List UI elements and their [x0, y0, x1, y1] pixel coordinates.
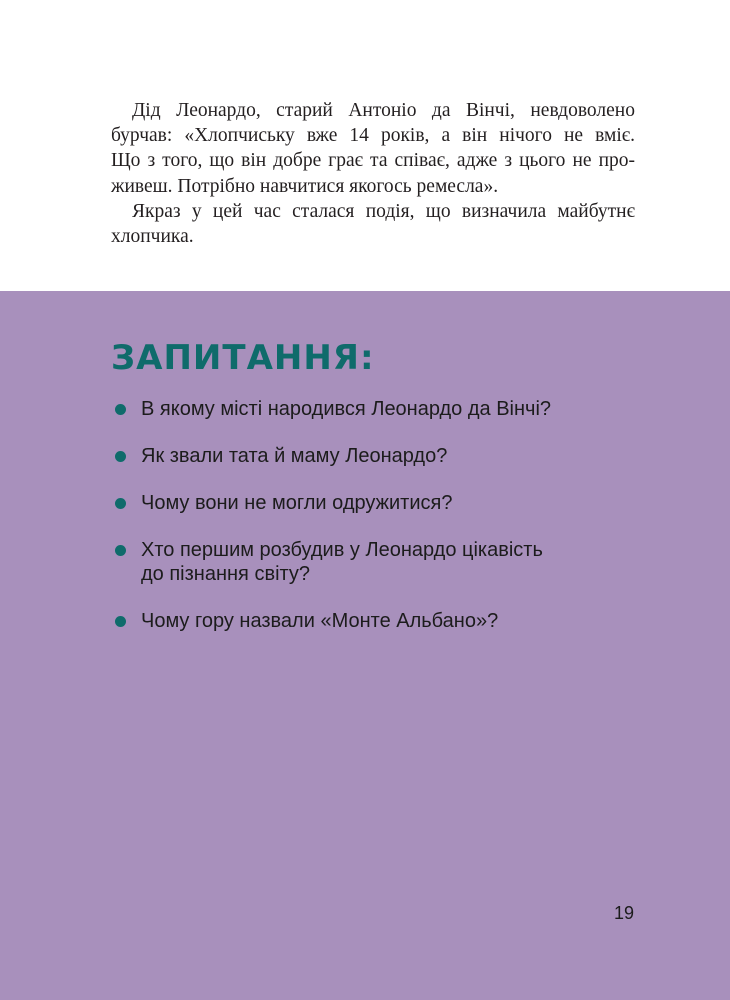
question-item	[111, 609, 671, 633]
question-text: Як звали тата й маму Леонардо?	[141, 445, 448, 467]
question-item	[111, 491, 671, 515]
story-text	[111, 98, 635, 249]
question-text: Чому вони не могли одружитися?	[141, 492, 453, 514]
question-item	[111, 444, 671, 468]
questions-heading: ЗАПИТАННЯ:	[111, 338, 375, 378]
story-line: хлопчика.	[111, 226, 194, 248]
question-item	[111, 397, 671, 421]
story-paragraph-1	[111, 98, 635, 199]
story-paragraph-2	[111, 199, 635, 249]
question-item	[111, 538, 671, 586]
story-line: Якраз у цей час сталася подія, що визначила майбутнє	[132, 200, 635, 222]
bullet-dot-icon	[115, 451, 126, 462]
question-text: Хто першим розбудив у Леонардо цікавість	[141, 539, 543, 561]
page-number: 19	[614, 903, 635, 923]
bullet-dot-icon	[115, 404, 126, 415]
story-line: бурчав: «Хлопчиську вже 14 років, а він нічого не вміє.	[111, 125, 635, 147]
story-line: живеш. Потрібно навчитися якогось ремесла».	[111, 175, 499, 197]
questions-panel	[0, 291, 730, 1000]
questions-list	[111, 397, 671, 656]
bullet-dot-icon	[115, 616, 126, 627]
question-text: В якому місті народився Леонардо да Вінчі?	[141, 398, 552, 420]
question-text: Чому гору назвали «Монте Альбано»?	[141, 610, 499, 632]
story-line: Дід Леонардо, старий Антоніо да Вінчі, невдоволено	[132, 100, 635, 121]
bullet-dot-icon	[115, 545, 126, 556]
question-text-continuation: до пізнання світу?	[141, 563, 311, 585]
story-line: Що з того, що він добре грає та співає, адже з цього не про-	[111, 150, 635, 172]
bullet-dot-icon	[115, 498, 126, 509]
